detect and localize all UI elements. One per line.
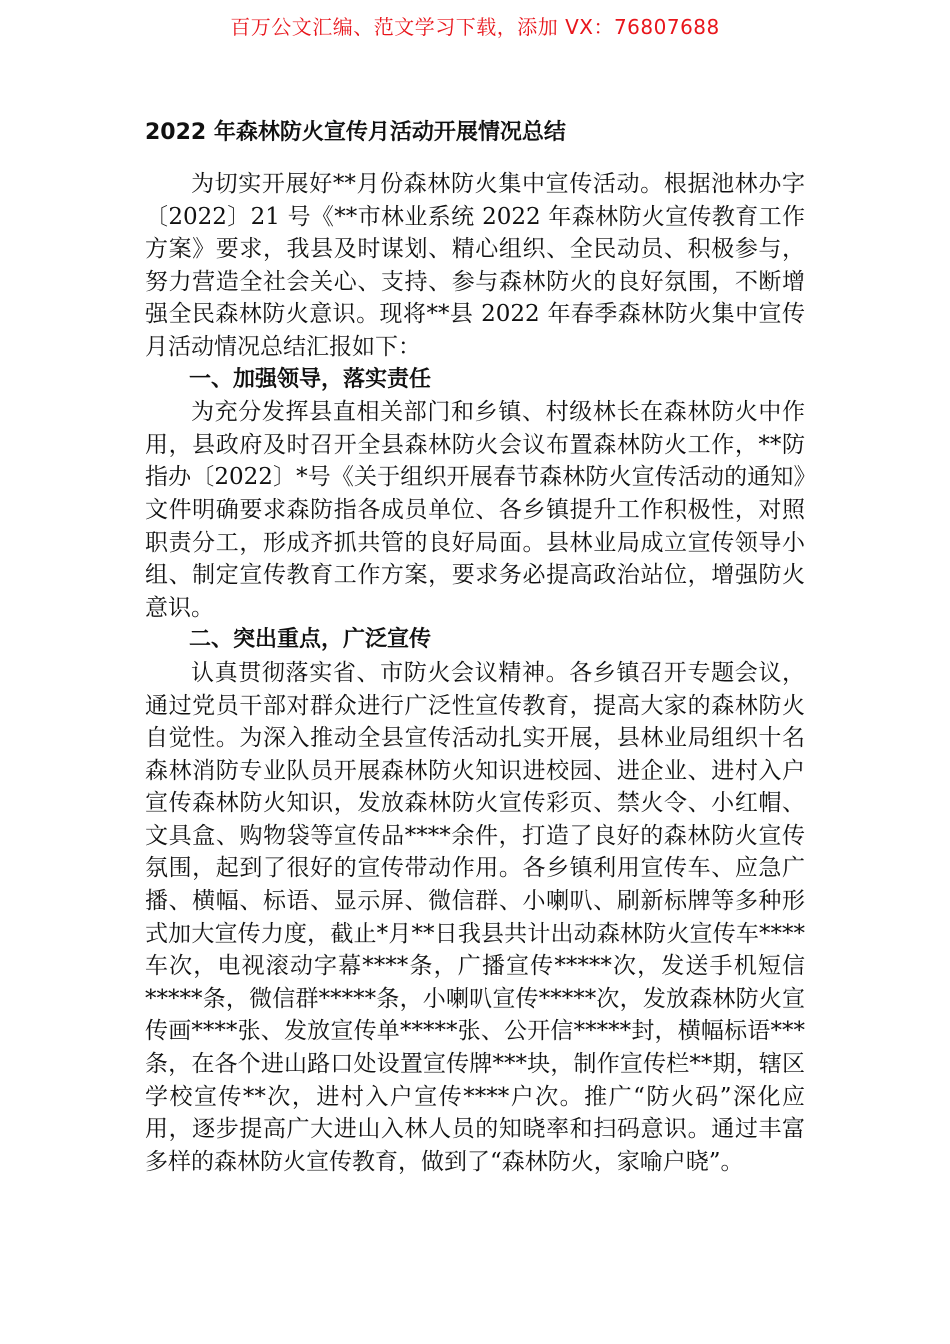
section-heading-2: 二、突出重点，广泛宣传 bbox=[189, 627, 432, 653]
section-paragraph-1: 为充分发挥县直相关部门和乡镇、村级林长在森林防火中作用，县政府及时召开全县森林防火会议布置森林防火工作，**防指办〔2022〕*号《关于组织开展春节森林防火宣传活动的通知》文件明确要求森防指各成员单位、各乡镇提升工作积极性，对照职责分工，形成齐抓共管的良好局面。县林业局成立宣传领导小组、制定宣传教育工作方案，要求务必提高政治站位，增强防火意识。 bbox=[145, 399, 805, 621]
document-body bbox=[145, 168, 805, 1178]
section-paragraph-2: 认真贯彻落实省、市防火会议精神。各乡镇召开专题会议，通过党员干部对群众进行广泛性宣传教育，提高大家的森林防火自觉性。为深入推动全县宣传活动扎实开展，县林业局组织十名森林消防专业队员开展森林防火知识进校园、进企业、进村入户宣传森林防火知识，发放森林防火宣传彩页、禁火令、小红帽、文具盒、购物袋等宣传品****余件，打造了良好的森林防火宣传氛围，起到了很好的宣传带动作用。各乡镇利用宣传车、应急广播、横幅、标语、显示屏、微信群、小喇叭、刷新标牌等多种形式加大宣传力度，截止*月**日我县共计出动森林防火宣传车****车次，电视滚动字幕****条，广播宣传*****次，发送手机短信*****条，微信群*****条，小喇叭宣传*****次，发放森林防火宣传画****张、发放宣传单*****张、公开信*****封，横幅标语***条，在各个进山路口处设置宣传牌***块，制作宣传栏**期，辖区学校宣传**次，进村入户宣传****户次。推广“防火码”深化应用，逐步提高广大进山入林人员的知晓率和扫码意识。通过丰富多样的森林防火宣传教育，做到了“森林防火，家喻户晓”。 bbox=[145, 659, 805, 1175]
section-heading-1: 一、加强领导，落实责任 bbox=[189, 366, 432, 392]
header-banner: 百万公文汇编、范文学习下载，添加 VX：76807688 bbox=[230, 15, 720, 39]
document-title: 2022 年森林防火宣传月活动开展情况总结 bbox=[145, 120, 566, 145]
intro-paragraph: 为切实开展好**月份森林防火集中宣传活动。根据池林办字〔2022〕21 号《**市林业系统 2022 年森林防火宣传教育工作方案》要求，我县及时谋划、精心组织、全民动员、积极参与，努力营造全社会关心、支持、参与森林防火的良好氛围，不断增强全民森林防火意识。现将**县 2022 年春季森林防火集中宣传月活动情况总结汇报如下： bbox=[145, 171, 805, 360]
